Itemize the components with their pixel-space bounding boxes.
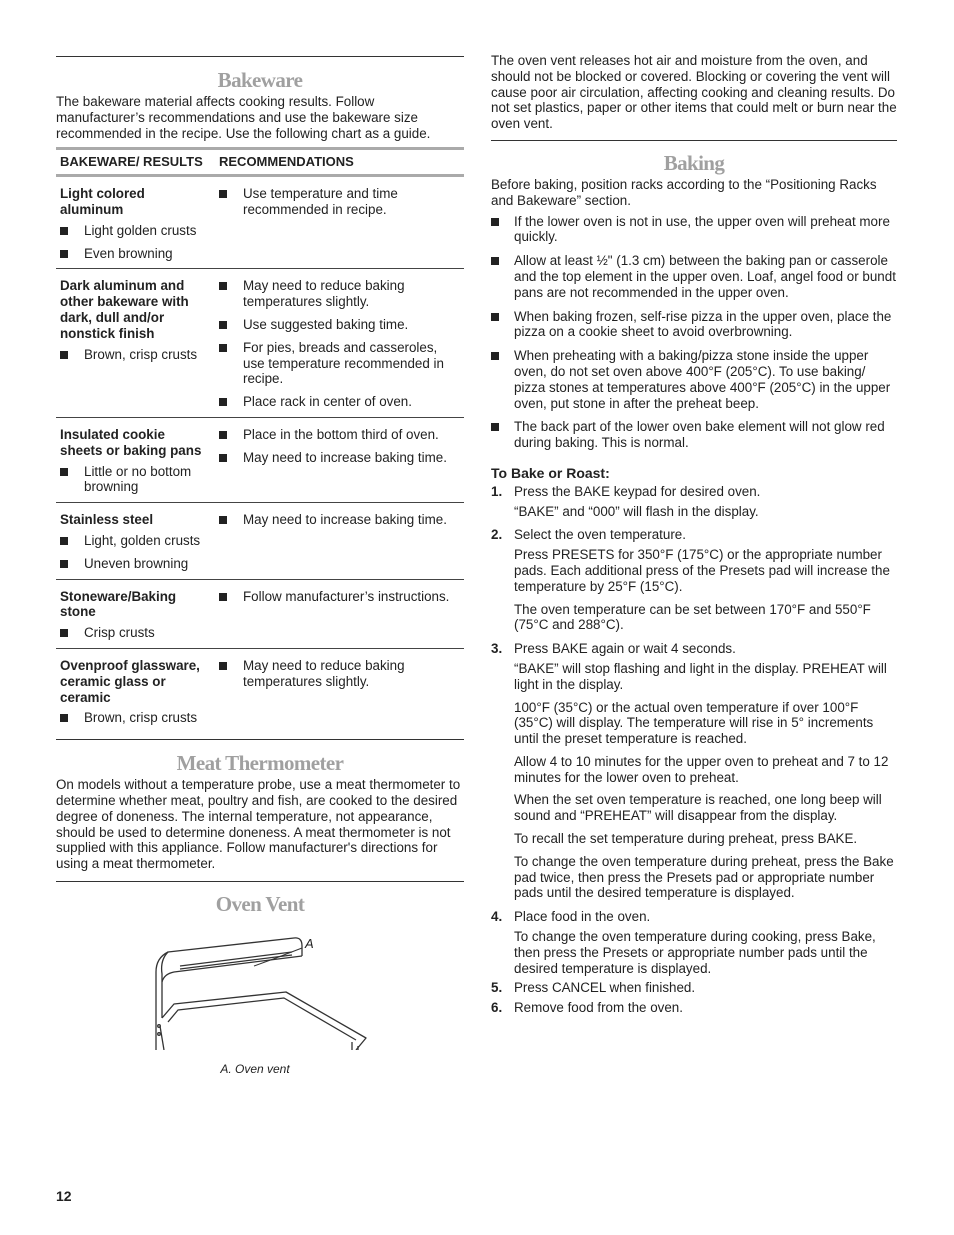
result-text: Crisp crusts [84,625,155,641]
step-detail: Allow 4 to 10 minutes for the upper oven to preheat and 7 to 12 minutes for the lower oven to preheat. [514,753,889,785]
recommendations-list [219,186,460,218]
table-row [56,269,464,418]
recommendations-list [219,512,460,528]
results-list [60,223,207,262]
baking-tip [491,309,897,341]
oven-vent-heading: Oven Vent [215,891,305,916]
baking-tip [491,419,897,451]
bakeware-cell [56,176,211,269]
results-list [60,464,207,496]
table-row [56,503,464,579]
baking-intro: Before baking, position racks according to the “Positioning Racks and Bakeware” section. [491,176,877,208]
square-bullet-icon [60,537,68,545]
bakeware-cell [56,503,211,579]
bakeware-type: Ovenproof glassware, ceramic glass or ceramic [60,657,200,705]
recommendation-text: May need to increase baking time. [243,449,447,465]
oven-vent-top-rule [56,881,464,882]
square-bullet-icon [491,352,499,360]
table-row [56,417,464,502]
oven-vent-text: The oven vent releases hot air and moisture from the oven, and should not be blocked or covered. Blocking or covering the vent will cause poor air circulation, affecting cooking and cleaning results. Do not set plastics, paper or other items that could melt or burn near the oven vent. [491,53,897,132]
step-text: Press BAKE again or wait 4 seconds. [514,641,736,657]
recommendation-item [219,450,460,466]
step-detail: When the set oven temperature is reached, one long beep will sound and “PREHEAT” will disappear from the display. [514,792,882,824]
recommendation-text: May need to increase baking time. [243,512,447,528]
recommendation-item [219,317,460,333]
baking-tip [491,348,897,411]
square-bullet-icon [491,218,499,226]
recommendation-item [219,512,460,528]
bake-roast-steps [491,484,897,1016]
recommendation-item [219,186,460,218]
oven-vent-callout-label: A [305,935,314,951]
recommendation-item [219,658,460,690]
recommendation-item [219,278,460,310]
bakeware-heading: Bakeware [217,68,303,92]
step-number: 2. [491,527,503,543]
step-number: 1. [491,483,503,499]
recommendations-cell [211,648,464,733]
baking-tip-text: When preheating with a baking/pizza stone inside the upper oven, do not set oven above 400°F (205°C). To use baking/ pizza stones at temperatures above 400°F (205°C) in the upper oven, put stone in after the preheat beep. [514,348,891,411]
bakeware-type: Stainless steel [60,512,154,528]
baking-tip [491,253,897,300]
result-item [60,533,207,549]
table-row [56,579,464,648]
recommendations-cell [211,579,464,648]
recommendation-text: Use suggested baking time. [243,316,409,332]
baking-tips-list [491,214,897,451]
step-item [491,641,897,901]
recommendation-text: Follow manufacturer’s instructions. [243,588,450,604]
square-bullet-icon [219,516,227,524]
result-item [60,710,207,726]
bakeware-type: Light colored aluminum [60,186,145,217]
square-bullet-icon [219,282,227,290]
baking-tip-text: If the lower oven is not in use, the upper oven will preheat more quickly. [514,213,890,245]
meat-thermometer-heading: Meat Thermometer [176,751,344,776]
baking-heading: Baking [663,150,725,175]
step-detail: Press PRESETS for 350°F (175°C) or the appropriate number pads. Each additional press of the Presets pad will increase the temperature by 25°F (15°C). [514,547,890,594]
step-text: Press the BAKE keypad for desired oven. [514,483,761,499]
step-text: Place food in the oven. [514,909,651,925]
recommendation-item [219,589,460,605]
step-detail: The oven temperature can be set between 170°F and 550°F (75°C and 288°C). [514,601,871,633]
recommendation-text: Use temperature and time recommended in recipe. [243,186,398,217]
step-detail: “BAKE” will stop flashing and light in the display. PREHEAT will light in the display. [514,660,887,692]
square-bullet-icon [60,250,68,258]
recommendation-text: Place rack in center of oven. [243,394,412,410]
step-detail: To change the oven temperature during cooking, press Bake, then press the Presets or appropriate number pads until the desired temperature is displayed. [514,929,876,976]
table-row [56,648,464,733]
square-bullet-icon [60,468,68,476]
result-text: Brown, crisp crusts [84,710,198,726]
step-text: Select the oven temperature. [514,527,686,543]
oven-range-drawing [56,930,464,1050]
result-text: Little or no bottom browning [84,463,192,495]
square-bullet-icon [491,313,499,321]
square-bullet-icon [60,629,68,637]
result-item [60,347,207,363]
meat-thermometer-top-rule [56,739,464,740]
oven-vent-illustration [56,930,464,1050]
baking-top-rule [491,140,897,141]
recommendations-cell [211,269,464,418]
bakeware-type: Insulated cookie sheets or baking pans [60,426,202,458]
square-bullet-icon [219,344,227,352]
baking-tip-text: Allow at least ½" (1.3 cm) between the baking pan or casserole and the top element in the upper oven. Loaf, angel food or bundt pans are not recommended in the upper oven. [514,253,896,300]
bake-roast-subheading: To Bake or Roast: [491,464,610,481]
result-item [60,556,207,572]
square-bullet-icon [60,351,68,359]
recommendations-cell [211,176,464,269]
square-bullet-icon [219,593,227,601]
step-number: 4. [491,909,503,925]
result-text: Brown, crisp crusts [84,346,198,362]
bakeware-table-body [56,176,464,733]
step-number: 5. [491,980,503,996]
col-header-recommendations: RECOMMENDATIONS [219,154,354,170]
square-bullet-icon [219,662,227,670]
square-bullet-icon [219,431,227,439]
results-list [60,625,207,641]
recommendation-text: May need to reduce baking temperatures slightly. [243,657,405,689]
result-item [60,625,207,641]
step-text: Remove food from the oven. [514,1000,683,1016]
recommendation-text: For pies, breads and casseroles, use temperature recommended in recipe. [243,339,444,387]
square-bullet-icon [491,257,499,265]
square-bullet-icon [219,398,227,406]
bakeware-type: Dark aluminum and other bakeware with dark, dull and/or nonstick finish [60,278,189,341]
recommendations-list [219,658,460,690]
step-detail: To change the oven temperature during preheat, press the Bake pad twice, then press the Presets pad or appropriate number pads until the desired temperature is displayed. [514,853,894,901]
step-number: 3. [491,641,503,657]
bakeware-cell [56,648,211,733]
step-item [491,527,897,633]
result-item [60,246,207,262]
step-item [491,1000,897,1016]
bakeware-cell [56,579,211,648]
bakeware-table [56,147,464,733]
step-detail: 100°F (35°C) or the actual oven temperature if over 100°F (35°C) will display. The temperature will rise in 5° increments until the preset temperature is reached. [514,699,874,747]
square-bullet-icon [60,714,68,722]
result-item [60,223,207,239]
oven-vent-caption: A. Oven vent [220,1061,290,1076]
baking-tip-text: The back part of the lower oven bake element will not glow red during baking. This is normal. [514,419,885,451]
step-item [491,909,897,976]
result-item [60,464,207,496]
step-item [491,484,897,520]
recommendation-text: May need to reduce baking temperatures slightly. [243,278,405,310]
result-text: Light, golden crusts [84,532,201,548]
recommendation-item [219,394,460,410]
recommendations-cell [211,417,464,502]
square-bullet-icon [219,454,227,462]
result-text: Light golden crusts [84,222,197,238]
step-number: 6. [491,1000,503,1016]
page-number: 12 [56,1188,72,1204]
step-text: Press CANCEL when finished. [514,980,696,996]
step-item [491,980,897,996]
results-list [60,533,207,572]
square-bullet-icon [60,227,68,235]
recommendations-list [219,589,460,605]
square-bullet-icon [219,190,227,198]
result-text: Uneven browning [84,555,189,571]
step-detail: To recall the set temperature during preheat, press BAKE. [514,831,858,847]
col-header-bakeware: BAKEWARE/ RESULTS [60,154,203,170]
recommendations-list [219,278,460,410]
recommendation-item [219,427,460,443]
recommendations-list [219,427,460,466]
results-list [60,710,207,726]
result-text: Even browning [84,245,173,261]
table-row [56,176,464,269]
baking-tip-text: When baking frozen, self-rise pizza in the upper oven, place the pizza on a cookie sheet to avoid overbrowning. [514,308,892,340]
bakeware-intro: The bakeware material affects cooking results. Follow manufacturer’s recommendations and use the bakeware size recommended in the recipe. Use the following chart as a guide. [56,94,431,141]
recommendations-cell [211,503,464,579]
bakeware-cell [56,417,211,502]
step-detail: “BAKE” and “000” will flash in the display. [514,503,759,519]
bakeware-table-header [56,149,464,176]
bakeware-top-rule [56,56,464,57]
square-bullet-icon [219,321,227,329]
bakeware-type: Stoneware/Baking stone [60,588,177,620]
square-bullet-icon [491,423,499,431]
recommendation-text: Place in the bottom third of oven. [243,426,439,442]
bakeware-cell [56,269,211,418]
baking-tip [491,214,897,246]
square-bullet-icon [60,560,68,568]
meat-thermometer-text: On models without a temperature probe, use a meat thermometer to determine whether meat, poultry and fish, are cooked to the desired degree of doneness. The internal temperature, not appearance, should be used to determine doneness. A meat thermometer is not supplied with this appliance. Follow manufacturer's directions for using a meat thermometer. [56,777,461,872]
recommendation-item [219,340,460,387]
results-list [60,347,207,363]
